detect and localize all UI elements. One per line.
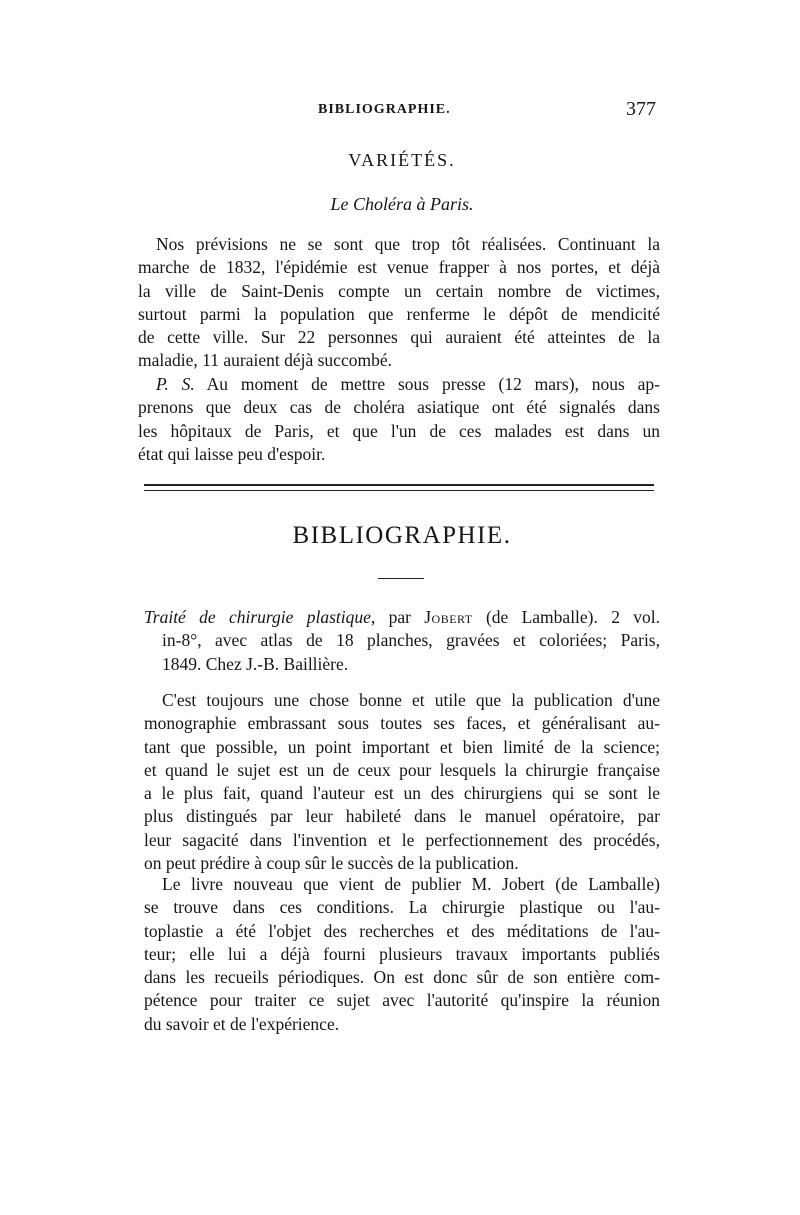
short-rule (378, 578, 424, 579)
entry-line: in-8°, avec atlas de 18 planches, gravées et coloriées; Paris, (162, 630, 660, 651)
text-line: plus distingués par leur habileté dans le manuel opératoire, par (144, 806, 660, 827)
section-divider-thin (144, 490, 654, 491)
entry-line: 1849. Chez J.-B. Baillière. (162, 653, 349, 674)
ps-text: Au moment de mettre sous presse (12 mars), nous ap- (194, 374, 660, 394)
text-line: dans les recueils périodiques. On est donc sûr de son entière com- (144, 967, 660, 988)
text-line: les hôpitaux de Paris, et que l'un de ces malades est dans un (138, 420, 660, 441)
running-title: BIBLIOGRAPHIE. (318, 102, 451, 117)
paragraph-review-intro (144, 689, 660, 875)
text-line: toplastie a été l'objet des recherches et des méditations de l'au- (144, 920, 660, 941)
ps-label: P. S. (156, 374, 195, 394)
paragraph-postscript (138, 373, 660, 466)
article-subtitle: Le Choléra à Paris. (330, 194, 474, 214)
text-line: teur; elle lui a déjà fourni plusieurs travaux importants publiés (144, 943, 660, 964)
text-line: a le plus fait, quand l'auteur est un des chirurgiens qui se sont le (144, 783, 660, 804)
text-line: la ville de Saint-Denis compte un certain nombre de victimes, (138, 280, 660, 301)
text-line: et quand le sujet est un de ceux pour lesquels la chirurgie française (144, 759, 660, 780)
text-line: marche de 1832, l'épidémie est venue frapper à nos portes, et déjà (138, 257, 660, 278)
running-head (138, 98, 666, 124)
paragraph-review-body (144, 873, 660, 1036)
text-line: surtout parmi la population que renferme le dépôt de mendicité (138, 303, 660, 324)
text-line: de cette ville. Sur 22 personnes qui auraient été atteintes de la (138, 327, 660, 348)
section-title-varietes: VARIÉTÉS. (348, 150, 456, 170)
text-line: Nos prévisions ne se sont que trop tôt réalisées. Continuant la (156, 234, 660, 254)
text-line: on peut prédire à coup sûr le succès de la publication. (144, 853, 519, 874)
entry-rest: (de Lamballe). 2 vol. (472, 607, 660, 627)
page-number: 377 (626, 98, 656, 120)
section-divider-thick (144, 484, 654, 486)
text-line: monographie embrassant sous toutes ses faces, et généralisant au- (144, 713, 660, 734)
text-line: pétence pour traiter ce sujet avec l'autorité qu'inspire la réunion (144, 990, 660, 1011)
entry-line (144, 606, 660, 629)
text-line: leur sagacité dans l'invention et le perfectionnement des procédés, (144, 829, 660, 850)
text-line: du savoir et de l'expérience. (144, 1013, 340, 1034)
text-line: prenons que deux cas de choléra asiatique ont été signalés dans (138, 397, 660, 418)
entry-by: , par (370, 607, 425, 627)
text-line: état qui laisse peu d'espoir. (138, 443, 326, 464)
text-line: tant que possible, un point important et bien limité de la science; (144, 736, 660, 757)
text-line: maladie, 11 auraient déjà succombé. (138, 350, 392, 371)
text-line: Le livre nouveau que vient de publier M. Jobert (de Lamballe) (162, 874, 660, 894)
text-line: se trouve dans ces conditions. La chirurgie plastique ou l'au- (144, 897, 660, 918)
text-line: C'est toujours une chose bonne et utile que la publication d'une (162, 690, 660, 710)
paragraph-cholera-news (138, 233, 660, 373)
bibliographic-entry (144, 606, 660, 676)
book-title: Traité de chirurgie plastique (144, 607, 371, 627)
book-author: Jobert (424, 607, 473, 627)
text-line (138, 373, 660, 396)
section-heading-bibliographie: BIBLIOGRAPHIE. (292, 522, 512, 549)
